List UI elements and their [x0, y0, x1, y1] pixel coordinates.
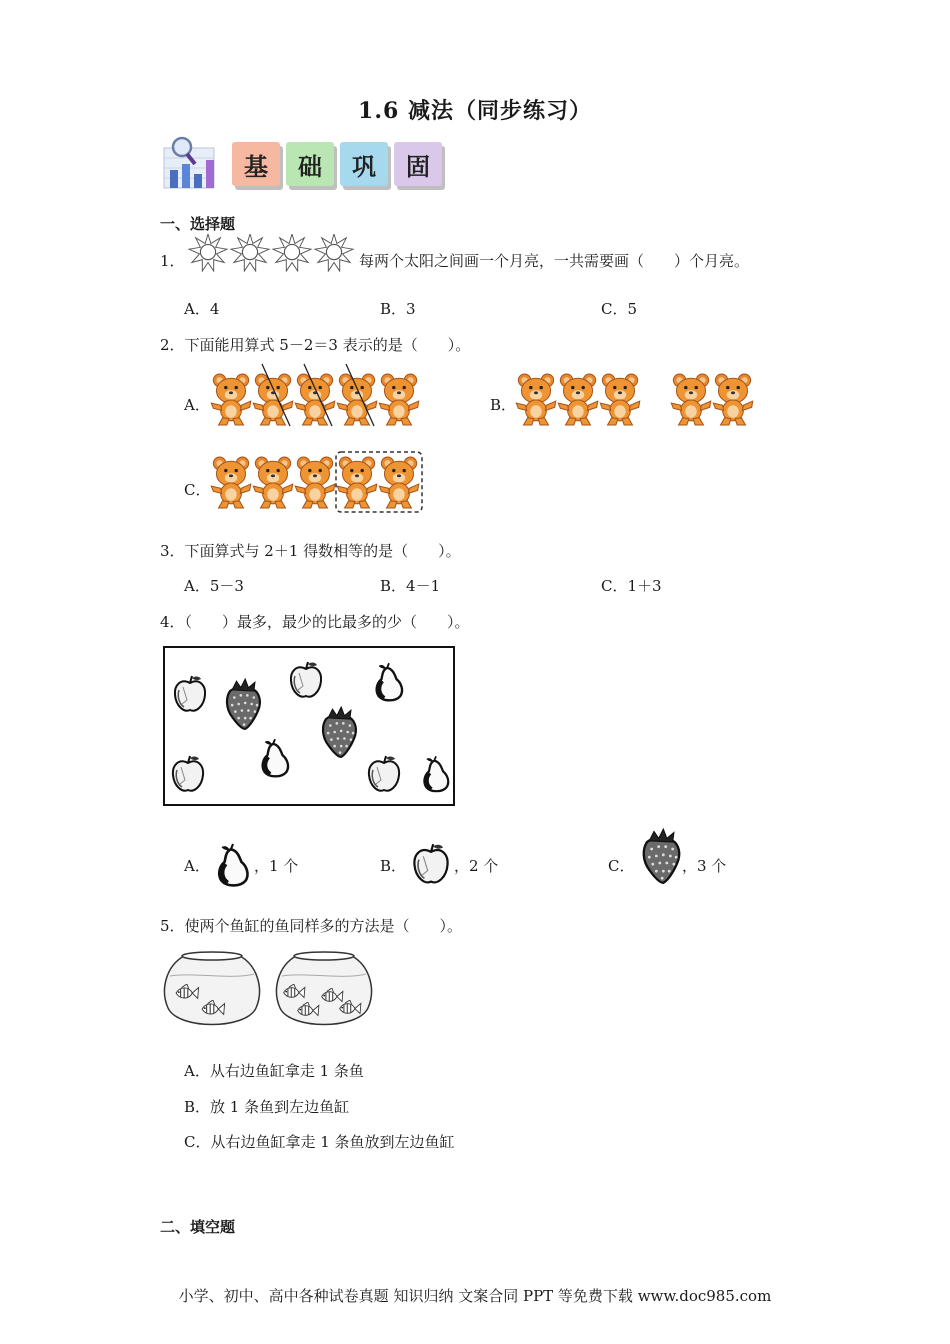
- left-fish-tank: [165, 952, 260, 1025]
- question-1-number: 1．: [160, 252, 185, 270]
- two-fish-tanks-image: [162, 950, 377, 1034]
- bear-icon: [379, 374, 418, 425]
- q5-option-c[interactable]: C．从右边鱼缸拿走 1 条鱼放到左边鱼缸: [184, 1133, 455, 1151]
- section-banner: [160, 134, 460, 198]
- bear-icon: [211, 457, 250, 508]
- pear-icon: [424, 756, 448, 791]
- strawberry-icon: [227, 679, 260, 729]
- four-suns-image: [187, 234, 357, 272]
- question-5-text: 5．使两个鱼缸的鱼同样多的方法是（ ）。: [160, 917, 463, 935]
- q1-option-c[interactable]: C．5: [601, 300, 638, 318]
- q1-option-b[interactable]: B．3: [380, 300, 416, 318]
- q2-option-c-label[interactable]: C．: [184, 481, 211, 499]
- banner-tile-ji: 基: [232, 142, 280, 186]
- strawberry-icon[interactable]: [640, 828, 682, 884]
- footer-text: 小学、初中、高中各种试卷真题 知识归纳 文案合同 PPT 等免费下载 www.doc985.com: [178, 1287, 772, 1305]
- banner-tile-gu: 固: [394, 142, 442, 186]
- page-title: 1.6 减法（同步练习）: [358, 98, 592, 124]
- q5-option-b[interactable]: B．放 1 条鱼到左边鱼缸: [184, 1098, 350, 1116]
- q3-option-b[interactable]: B．4－1: [380, 577, 441, 595]
- q3-option-c[interactable]: C．1＋3: [601, 577, 662, 595]
- pear-icon: [263, 739, 288, 776]
- strawberry-icon: [323, 707, 356, 757]
- bear-icon: [379, 457, 418, 508]
- q4-option-b-label[interactable]: B．: [380, 857, 407, 875]
- bear-icon: [211, 374, 250, 425]
- q1-option-a[interactable]: A．4: [184, 300, 220, 318]
- banner-tile-chu: 础: [286, 142, 334, 186]
- section-heading-fill: 二、填空题: [160, 1218, 236, 1236]
- q2-option-b-label[interactable]: B．: [490, 396, 517, 414]
- q2-option-b-bears[interactable]: [515, 372, 755, 428]
- pear-icon[interactable]: [215, 843, 251, 887]
- q2-option-c-bears[interactable]: [210, 450, 426, 514]
- bear-icon: [295, 374, 334, 425]
- bear-icon: [713, 374, 752, 425]
- bear-icon: [295, 457, 334, 508]
- bear-icon: [253, 457, 292, 508]
- question-4-text: 4．（ ）最多，最少的比最多的少（ ）。: [160, 613, 470, 631]
- sun-icon: [231, 234, 269, 271]
- bear-icon: [337, 374, 376, 425]
- q5-option-a[interactable]: A．从右边鱼缸拿走 1 条鱼: [184, 1062, 364, 1080]
- apple-icon: [173, 756, 203, 791]
- sun-icon: [315, 234, 353, 271]
- q2-option-a-label[interactable]: A．: [184, 396, 210, 414]
- q3-option-a[interactable]: A．5－3: [184, 577, 244, 595]
- bear-icon: [671, 374, 710, 425]
- right-fish-tank: [277, 952, 372, 1025]
- fruit-box: [163, 646, 455, 806]
- banner-tile-gong: 巩: [340, 142, 388, 186]
- sun-icon: [189, 234, 227, 271]
- question-2-text: 2．下面能用算式 5－2＝3 表示的是（ ）。: [160, 336, 471, 354]
- q2-option-a-bears[interactable]: [210, 364, 425, 428]
- apple-icon: [175, 676, 205, 711]
- fruit-scatter-image: [165, 648, 453, 804]
- bear-icon: [337, 457, 376, 508]
- q4-option-a-label[interactable]: A．: [184, 857, 210, 875]
- bear-icon: [558, 374, 597, 425]
- q4-option-b-count[interactable]: ，2 个: [454, 857, 499, 875]
- bear-icon: [600, 374, 639, 425]
- sun-icon: [273, 234, 311, 271]
- pear-icon: [377, 663, 402, 700]
- apple-icon: [369, 756, 399, 791]
- bear-icon: [253, 374, 292, 425]
- apple-icon[interactable]: [412, 842, 452, 886]
- question-3-text: 3．下面算式与 2＋1 得数相等的是（ ）。: [160, 542, 461, 560]
- q4-option-c-count[interactable]: ，3 个: [682, 857, 727, 875]
- section-heading-choice: 一、选择题: [160, 215, 236, 233]
- q4-option-c-label[interactable]: C．: [608, 857, 635, 875]
- question-1-text: 每两个太阳之间画一个月亮，一共需要画（ ）个月亮。: [359, 252, 750, 270]
- bear-icon: [516, 374, 555, 425]
- q4-option-a-count[interactable]: ，1 个: [254, 857, 299, 875]
- apple-icon: [291, 662, 321, 697]
- magnifier-chart-icon: [160, 134, 222, 196]
